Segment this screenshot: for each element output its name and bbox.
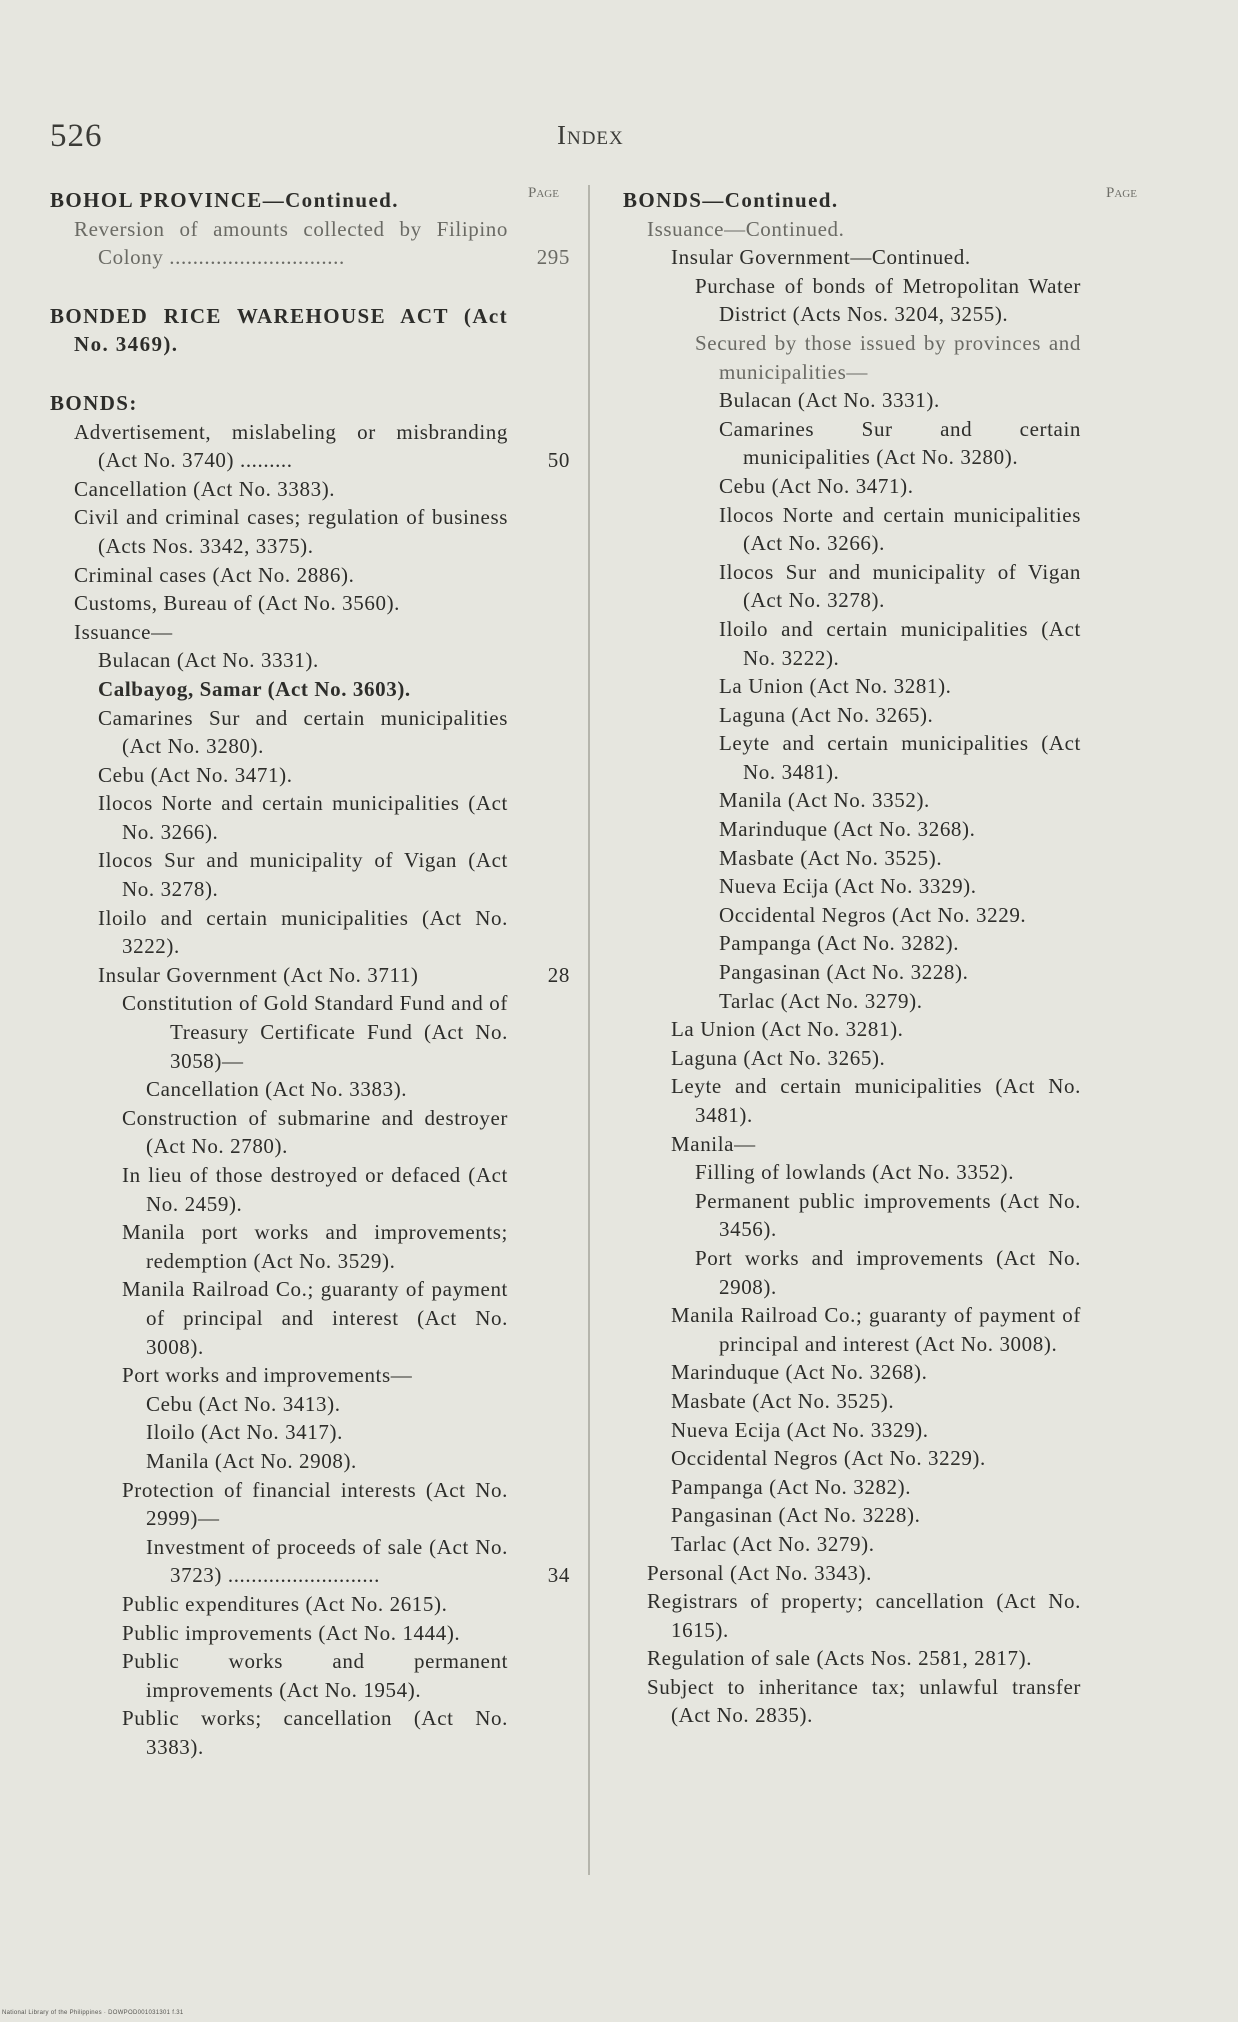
index-entry	[623, 1473, 1143, 1502]
index-entry	[50, 1647, 570, 1704]
index-entry	[623, 1559, 1143, 1588]
entry-text: Protection of financial interests (Act No. 2999)—	[122, 1477, 508, 1531]
index-entry	[623, 872, 1143, 901]
index-entry	[623, 1501, 1143, 1530]
entry-text: Investment of proceeds of sale (Act No. 3723) ..........................	[146, 1534, 508, 1588]
entry-text: Tarlac (Act No. 3279).	[671, 1531, 875, 1556]
index-entry	[623, 1587, 1143, 1644]
index-entry	[50, 389, 570, 418]
entry-text: Criminal cases (Act No. 2886).	[74, 562, 355, 587]
index-entry	[623, 958, 1143, 987]
index-entry	[623, 1644, 1143, 1673]
column-divider	[588, 185, 590, 1875]
entry-text: Calbayog, Samar (Act No. 3603).	[98, 676, 411, 701]
entry-text: Ilocos Sur and municipality of Vigan (Act No. 3278).	[98, 848, 508, 902]
entry-text: Public works and permanent improvements (Act No. 1954).	[122, 1649, 508, 1702]
entry-text: Manila Railroad Co.; guaranty of payment of principal and interest (Act No. 3008).	[671, 1303, 1081, 1356]
entry-text: BONDED RICE WAREHOUSE ACT (Act No. 3469).	[50, 303, 508, 357]
entry-text: Leyte and certain municipalities (Act No. 3481).	[719, 731, 1081, 784]
entry-text: Pampanga (Act No. 3282).	[671, 1474, 912, 1499]
entry-text: Advertisement, mislabeling or misbranding (Act No. 3740) .........	[74, 419, 508, 473]
entry-text: Cancellation (Act No. 3383).	[146, 1077, 408, 1102]
index-entry	[50, 1590, 570, 1619]
entry-text: BONDS:	[50, 390, 138, 415]
page-reference: 28	[547, 962, 570, 987]
index-entry	[50, 1161, 570, 1218]
entry-text: Ilocos Norte and certain municipalities (Act No. 3266).	[98, 791, 508, 844]
entry-text: Marinduque (Act No. 3268).	[719, 817, 976, 842]
page-reference: 50	[547, 448, 570, 473]
entry-text: Insular Government (Act No. 3711)	[98, 962, 419, 987]
index-entry	[50, 589, 570, 618]
entry-text: Cancellation (Act No. 3383).	[74, 476, 336, 501]
index-entry	[50, 789, 570, 846]
entry-text: Occidental Negros (Act No. 3229).	[671, 1446, 986, 1471]
index-entry	[623, 472, 1143, 501]
entry-text: Masbate (Act No. 3525).	[671, 1388, 895, 1413]
index-entry	[50, 846, 570, 903]
index-entry	[50, 1704, 570, 1761]
index-entry	[50, 1476, 570, 1533]
index-entry	[50, 646, 570, 675]
index-entry	[50, 215, 570, 272]
entry-text: Construction of submarine and destroyer (Act No. 2780).	[122, 1105, 508, 1159]
index-entry	[50, 904, 570, 961]
entry-text: Bulacan (Act No. 3331).	[98, 648, 319, 673]
entry-text: Laguna (Act No. 3265).	[671, 1045, 886, 1070]
index-entry	[50, 302, 570, 359]
entry-text: Tarlac (Act No. 3279).	[719, 988, 923, 1013]
index-entry	[623, 815, 1143, 844]
entry-text: Pangasinan (Act No. 3228).	[671, 1503, 921, 1528]
entry-text: Constitution of Gold Standard Fund and of Treasury Certificate Fund (Act No. 3058)—	[122, 991, 508, 1073]
index-entry	[623, 501, 1143, 558]
index-entry	[623, 1358, 1143, 1387]
entry-text: Cebu (Act No. 3471).	[719, 473, 914, 498]
index-entry	[623, 186, 1143, 215]
entry-text: Secured by those issued by provinces and municipalities—	[695, 330, 1081, 384]
index-entry	[623, 415, 1143, 472]
page-title: Index	[557, 120, 624, 150]
entry-text: Marinduque (Act No. 3268).	[671, 1360, 928, 1385]
entry-text: La Union (Act No. 3281).	[671, 1017, 904, 1042]
index-entry	[623, 786, 1143, 815]
entry-text: Masbate (Act No. 3525).	[719, 845, 943, 870]
entry-text: Port works and improvements—	[122, 1363, 413, 1388]
index-entry	[50, 761, 570, 790]
index-entry	[50, 1418, 570, 1447]
index-entry	[623, 558, 1143, 615]
entry-text: Personal (Act No. 3343).	[647, 1560, 872, 1585]
index-entry	[50, 186, 570, 215]
entry-text: Issuance—Continued.	[647, 216, 845, 241]
entry-text: Subject to inheritance tax; unlawful transfer (Act No. 2835).	[647, 1674, 1081, 1728]
library-footer: National Library of the Philippines · DOWPOD001031301 f.31	[2, 2010, 184, 2016]
index-entry	[623, 1158, 1143, 1187]
entry-text: Regulation of sale (Acts Nos. 2581, 2817).	[647, 1646, 1033, 1671]
entry-text: Pangasinan (Act No. 3228).	[719, 960, 969, 985]
index-entry	[623, 729, 1143, 786]
index-entry	[623, 1015, 1143, 1044]
entry-text: Cebu (Act No. 3471).	[98, 762, 293, 787]
entry-text: Manila Railroad Co.; guaranty of payment of principal and interest (Act No. 3008).	[122, 1277, 508, 1359]
entry-text: Bulacan (Act No. 3331).	[719, 388, 940, 413]
index-entry	[623, 1444, 1143, 1473]
index-entry	[623, 1387, 1143, 1416]
entry-text: Occidental Negros (Act No. 3229.	[719, 902, 1027, 927]
index-entry	[623, 1072, 1143, 1129]
index-entry	[50, 1390, 570, 1419]
entry-text: Manila (Act No. 3352).	[719, 788, 930, 813]
index-entry	[623, 1187, 1143, 1244]
entry-text: Issuance—	[74, 619, 173, 644]
entry-text: Manila (Act No. 2908).	[146, 1448, 357, 1473]
entry-text: Civil and criminal cases; regulation of business (Acts Nos. 3342, 3375).	[74, 505, 508, 558]
entry-text: Public improvements (Act No. 1444).	[122, 1620, 461, 1645]
index-entry	[50, 989, 570, 1075]
entry-text: Nueva Ecija (Act No. 3329).	[719, 874, 977, 899]
index-entry	[623, 329, 1143, 386]
index-entry	[50, 1619, 570, 1648]
index-entry	[623, 987, 1143, 1016]
index-entry	[623, 1130, 1143, 1159]
page-number: 526	[50, 118, 103, 154]
index-entry	[623, 844, 1143, 873]
entry-text: Camarines Sur and certain municipalities (Act No. 3280).	[719, 416, 1081, 470]
index-entry	[50, 1075, 570, 1104]
entry-text: Ilocos Norte and certain municipalities (Act No. 3266).	[719, 502, 1081, 556]
entry-text: Pampanga (Act No. 3282).	[719, 931, 960, 956]
index-entry	[50, 618, 570, 647]
index-entry	[623, 215, 1143, 244]
entry-text: Public works; cancellation (Act No. 3383).	[122, 1706, 508, 1759]
index-entry	[50, 1275, 570, 1361]
entry-text: Laguna (Act No. 3265).	[719, 702, 934, 727]
index-entry	[623, 1673, 1143, 1730]
right-column	[623, 183, 1143, 1730]
entry-text: Filling of lowlands (Act No. 3352).	[695, 1160, 1015, 1185]
page-column-header-left: Page	[528, 185, 559, 201]
index-entry	[50, 675, 570, 704]
entry-text: Purchase of bonds of Metropolitan Water District (Acts Nos. 3204, 3255).	[695, 273, 1081, 327]
entry-text: Nueva Ecija (Act No. 3329).	[671, 1417, 929, 1442]
entry-text: BOHOL PROVINCE—Continued.	[50, 188, 399, 212]
index-entry	[623, 701, 1143, 730]
entry-text: In lieu of those destroyed or defaced (Act No. 2459).	[122, 1163, 508, 1216]
index-entry	[623, 243, 1143, 272]
index-entry	[623, 1244, 1143, 1301]
entry-text: Insular Government—Continued.	[671, 245, 971, 270]
entry-text: Leyte and certain municipalities (Act No. 3481).	[671, 1074, 1081, 1127]
entry-text: Port works and improvements (Act No. 2908).	[695, 1245, 1081, 1299]
entry-text: Iloilo and certain municipalities (Act No. 3222).	[98, 905, 508, 959]
index-entry	[623, 1044, 1143, 1073]
index-entry	[50, 1218, 570, 1275]
entry-text: Permanent public improvements (Act No. 3456).	[695, 1188, 1081, 1242]
entry-text: Customs, Bureau of (Act No. 3560).	[74, 591, 401, 616]
entry-text: Ilocos Sur and municipality of Vigan (Act No. 3278).	[719, 559, 1081, 613]
index-entry	[50, 704, 570, 761]
index-entry	[623, 1301, 1143, 1358]
entry-text: La Union (Act No. 3281).	[719, 674, 952, 699]
entry-text: Cebu (Act No. 3413).	[146, 1391, 341, 1416]
index-entry	[623, 386, 1143, 415]
index-entry	[50, 561, 570, 590]
index-entry	[50, 1361, 570, 1390]
index-entry	[50, 475, 570, 504]
index-entry	[623, 901, 1143, 930]
page-reference: 34	[547, 1563, 570, 1588]
index-entry	[623, 272, 1143, 329]
page-reference: 295	[536, 245, 570, 270]
left-column	[50, 183, 570, 1761]
page-column-header-right: Page	[1106, 185, 1137, 201]
index-entry	[623, 672, 1143, 701]
index-entry	[50, 1533, 570, 1590]
entry-text: Registrars of property; cancellation (Act No. 1615).	[647, 1589, 1081, 1642]
index-entry	[50, 1104, 570, 1161]
entry-text: Manila port works and improvements; redemption (Act No. 3529).	[122, 1220, 508, 1273]
index-entry	[50, 503, 570, 560]
index-entry	[623, 615, 1143, 672]
entry-text: Iloilo (Act No. 3417).	[146, 1420, 343, 1445]
entry-text: Iloilo and certain municipalities (Act No. 3222).	[719, 616, 1081, 670]
entry-text: BONDS—Continued.	[623, 188, 839, 212]
index-entry	[623, 929, 1143, 958]
entry-text: Public expenditures (Act No. 2615).	[122, 1591, 448, 1616]
index-entry	[623, 1416, 1143, 1445]
index-entry	[50, 418, 570, 475]
index-entry	[623, 1530, 1143, 1559]
entry-text: Manila—	[671, 1131, 756, 1156]
index-entry	[50, 961, 570, 990]
entry-text: Camarines Sur and certain municipalities (Act No. 3280).	[98, 705, 508, 759]
index-entry	[50, 1447, 570, 1476]
entry-text: Reversion of amounts collected by Filipino Colony ..............................	[74, 216, 508, 270]
